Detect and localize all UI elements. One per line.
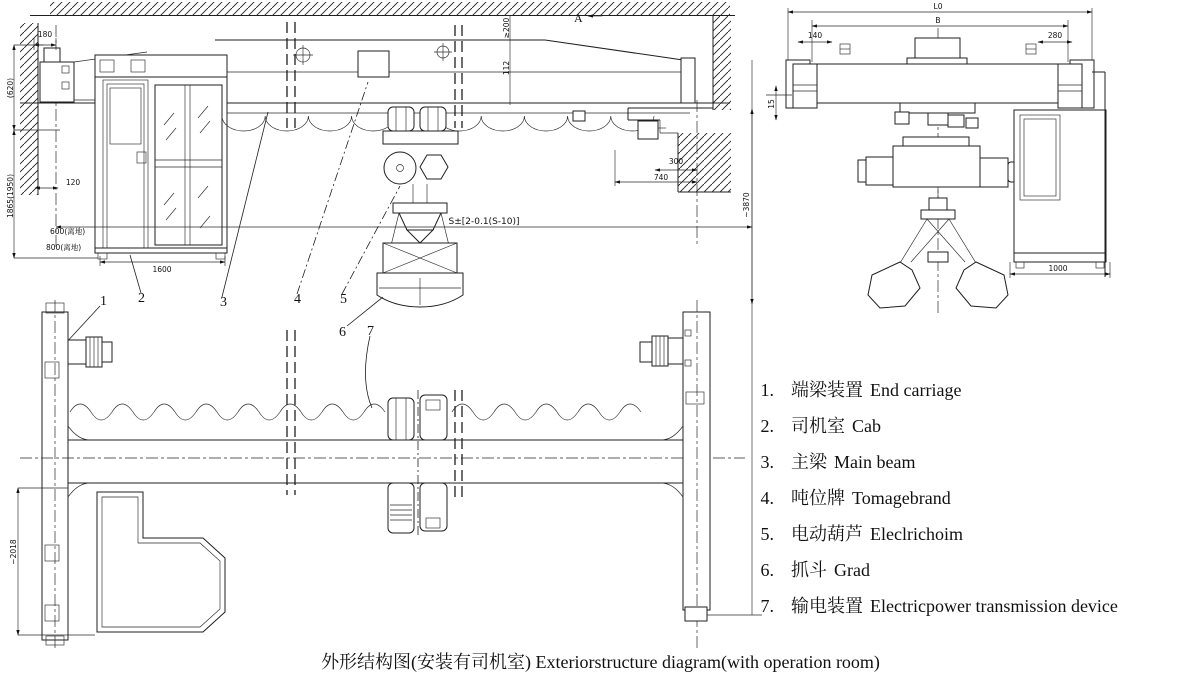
legend-chinese: 电动葫芦 [791, 524, 863, 544]
bracket-hatch [678, 133, 731, 192]
ceiling-hatch [50, 2, 730, 15]
legend-list [742, 376, 1201, 628]
girder-end-view [786, 38, 1094, 108]
dim-600-ground: 600(离地) [50, 227, 86, 236]
legend-item-power-transmission [742, 592, 1201, 628]
legend-item-end-carriage [742, 376, 1201, 412]
legend-item-grab [742, 556, 1201, 592]
wheel-left [793, 64, 817, 108]
legend-number: 4. [760, 488, 774, 508]
legend-english: Electricpower transmission device [870, 596, 1118, 616]
dim-140: 140 [807, 31, 823, 40]
hoist-motor-left [866, 157, 893, 185]
left-wall-hatch [20, 23, 38, 195]
festoon-cable-plan [452, 404, 641, 420]
trolley-rail-pad [915, 38, 960, 58]
legend-english: Grad [834, 560, 870, 580]
bolt-symbol [434, 43, 452, 61]
callout-1: 1 [100, 294, 107, 309]
cab-front [95, 55, 227, 259]
callout-4: 4 [294, 292, 301, 307]
span-formula: S±[2-0.1(S-10)] [448, 217, 520, 227]
beam-end-plate [681, 58, 695, 103]
legend-english: End carriage [870, 380, 962, 400]
legend-item-electric-hoist [742, 520, 1201, 556]
festoon-trolley [573, 111, 585, 121]
legend-item-cab [742, 412, 1201, 448]
dim-280: 280 [1047, 31, 1063, 40]
dim-740: 740 [653, 173, 669, 182]
hoist-motor-right [980, 158, 1008, 187]
side-end-view [766, 2, 1110, 315]
legend-number: 3. [760, 452, 774, 472]
dim-l0: L0 [933, 2, 943, 11]
dim-3870: ~3870 [742, 192, 751, 218]
tonnage-plate [358, 51, 389, 77]
dim-15: 15 [767, 99, 776, 109]
legend-chinese: 司机室 [791, 416, 845, 436]
dim-1600: 1600 [152, 265, 172, 274]
legend-english: Main beam [834, 452, 916, 472]
dim-1000: 1000 [1048, 264, 1068, 273]
legend-english: Eleclrichoim [870, 524, 963, 544]
plan-view [9, 300, 745, 648]
wall-bracket [628, 108, 731, 192]
wheel-right [1058, 64, 1082, 108]
dim-b: B [935, 16, 941, 25]
hoist-front [383, 107, 458, 203]
dim-2018: ~2018 [9, 539, 18, 565]
callout-3: 3 [220, 295, 227, 310]
legend-chinese: 端梁装置 [791, 380, 863, 400]
drawing-caption: 外形结构图(安装有司机室) Exteriorstructure diagram(with operation room) [321, 652, 880, 672]
dim-min200: ≥200 [502, 17, 511, 39]
cab-plan [97, 492, 225, 632]
legend-english: Tomagebrand [852, 488, 951, 508]
hoist-trolley-plan [388, 390, 447, 538]
callout-6: 6 [339, 325, 346, 340]
legend-item-tonnage-brand [742, 484, 1201, 520]
dim-800-ground: 800(离地) [46, 243, 82, 252]
legend-chinese: 主梁 [791, 452, 827, 472]
dim-620: (620) [6, 77, 15, 99]
legend-chinese: 吨位牌 [791, 488, 845, 508]
dim-1865: 1865(1950) [6, 173, 15, 219]
rope-drum [384, 152, 416, 184]
legend-item-main-beam [742, 448, 1201, 484]
legend-number: 5. [760, 524, 774, 544]
section-a-top-label: A [574, 11, 583, 25]
legend-chinese: 抓斗 [791, 560, 827, 580]
callout-5: 5 [340, 292, 347, 307]
buffer [44, 48, 60, 62]
end-carriage-plan-right [640, 300, 710, 648]
legend-chinese: 输电装置 [791, 596, 863, 616]
legend-number: 1. [760, 380, 774, 400]
legend-number: 6. [760, 560, 774, 580]
dim-300: 300 [668, 157, 684, 166]
callout-7: 7 [367, 324, 374, 339]
dim-180: 180 [37, 30, 53, 39]
festoon-cable-plan [70, 404, 385, 420]
legend-number: 7. [760, 596, 774, 616]
right-wall-hatch [713, 15, 731, 110]
dim-112: 112 [502, 60, 511, 76]
callout-2: 2 [138, 291, 145, 306]
bolt-symbol [293, 45, 313, 65]
legend-english: Cab [852, 416, 881, 436]
power-feed-box [638, 121, 658, 139]
hoist-side [858, 103, 1016, 210]
dim-120: 120 [65, 178, 81, 187]
legend-number: 2. [760, 416, 774, 436]
hoist-motor [420, 155, 448, 179]
